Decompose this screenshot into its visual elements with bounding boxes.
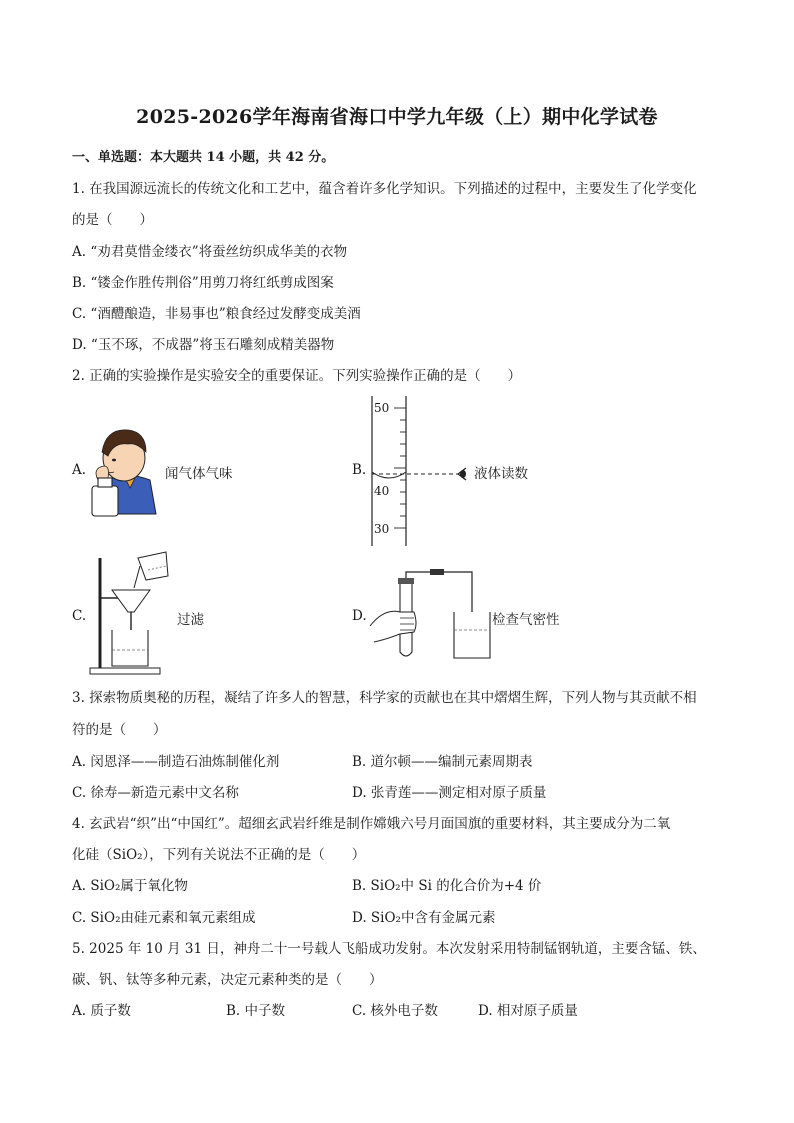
q3-option-c: C. 徐寿—新造元素中文名称	[72, 785, 239, 801]
q4-option-c: C. SiO₂由硅元素和氧元素组成	[72, 910, 256, 926]
q4-option-a: A. SiO₂属于氧化物	[72, 878, 188, 894]
q2-a-caption: 闻气体气味	[165, 466, 233, 482]
q3-stem-line2: 符的是（ ）	[72, 722, 167, 738]
smell-gas-figure	[84, 422, 164, 518]
q2-c-caption: 过滤	[177, 612, 204, 628]
q5-stem-line2: 碳、钒、钛等多种元素，决定元素种类的是（ ）	[72, 972, 383, 988]
q5-option-a: A. 质子数	[72, 1003, 131, 1019]
q2-a-letter: A.	[72, 462, 87, 478]
filtration-figure	[88, 550, 178, 675]
exam-title: 2025-2026学年海南省海口中学九年级（上）期中化学试卷	[136, 106, 658, 128]
q2-stem: 2. 正确的实验操作是实验安全的重要保证。下列实验操作正确的是（ ）	[72, 368, 522, 384]
q4-stem-line2: 化硅（SiO₂），下列有关说法不正确的是（ ）	[72, 847, 366, 863]
q2-b-caption: 液体读数	[474, 466, 528, 482]
q2-d-caption: 检查气密性	[492, 612, 560, 628]
q3-stem-line1: 3. 探索物质奥秘的历程，凝结了许多人的智慧，科学家的贡献也在其中熠熠生辉，下列人物与其贡献不相	[72, 690, 697, 706]
q1-option-b: B. “镂金作胜传荆俗”用剪刀将红纸剪成图案	[72, 275, 334, 291]
airtightness-figure	[370, 568, 496, 662]
section-heading: 一、单选题：本大题共 14 小题，共 42 分。	[72, 150, 335, 165]
q4-option-b: B. SiO₂中 Si 的化合价为+4 价	[352, 878, 542, 894]
q2-c-letter: C.	[72, 608, 87, 624]
q1-stem-line2: 的是（ ）	[72, 212, 153, 228]
q2-d-letter: D.	[352, 608, 367, 624]
q1-option-d: D. “玉不琢，不成器”将玉石雕刻成精美器物	[72, 337, 335, 353]
scale-label-40: 40	[374, 484, 390, 498]
q5-stem-line1: 5. 2025 年 10 月 31 日，神舟二十一号载人飞船成功发射。本次发射采用特制锰钢轨道，主要含锰、铁、	[72, 941, 706, 957]
q5-option-d: D. 相对原子质量	[478, 1003, 578, 1019]
q1-stem-line1: 1. 在我国源远流长的传统文化和工艺中，蕴含着许多化学知识。下列描述的过程中，主要发生了化学变化	[72, 181, 697, 197]
scale-label-50: 50	[374, 401, 390, 415]
q2-b-letter: B.	[352, 462, 367, 478]
q4-stem-line1: 4. 玄武岩“织”出“中国红”。超细玄武岩纤维是制作嫦娥六号月面国旗的重要材料，其主要成分为二氧	[72, 816, 671, 832]
q3-option-b: B. 道尔顿——编制元素周期表	[352, 754, 533, 770]
q4-option-d: D. SiO₂中含有金属元素	[352, 910, 496, 926]
q1-option-a: A. “劝君莫惜金缕衣”将蚕丝纺织成华美的衣物	[72, 244, 348, 260]
q3-option-d: D. 张青莲——测定相对原子质量	[352, 785, 547, 801]
q5-option-b: B. 中子数	[226, 1003, 286, 1019]
q1-option-c: C. “酒醴酿造，非易事也”粮食经过发酵变成美酒	[72, 306, 361, 322]
scale-label-30: 30	[374, 522, 390, 536]
q3-option-a: A. 闵恩泽——制造石油炼制催化剂	[72, 754, 280, 770]
q5-option-c: C. 核外电子数	[352, 1003, 438, 1019]
